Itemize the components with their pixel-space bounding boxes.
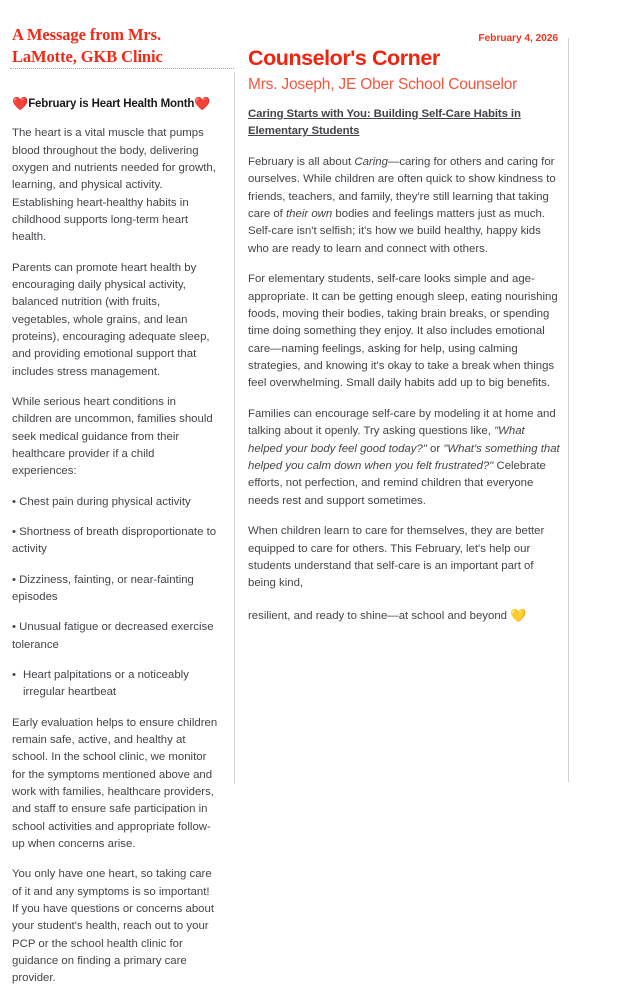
article-p1-emphasis-1: Caring [354,155,388,168]
clinic-paragraph-2: Parents can promote heart health by encouraging daily physical activity, balanced nutrition (with fruits, vegetables, whole grains, and lean proteins), encouraging adequate sleep, and providing emotional support that includes stress management. [12,261,210,378]
symptom-bullet-5 [12,667,218,702]
clinic-closing-paragraph-2: You only have one heart, so taking care of it and any symptoms is so important! If you have questions or concerns about your student's health, reach out to your PCP or the school health clinic for guidance on finding a primary care provider. [12,868,214,985]
clinic-closing-paragraph-1: Early evaluation helps to ensure children remain safe, active, and healthy at school. In the school clinic, we monitor for the symptoms mentioned above and work with families, healthcare providers, and staff to ensure safe participation in school activities and appropriate follow-up when concerns arise. [12,716,218,850]
counselors-corner-title: Counselor's Corner [248,46,440,70]
counselor-article-body [248,106,560,639]
article-p3-part-a: Families can encourage self-care by modeling it at home and talking about it openly. Try asking questions like, [248,407,556,438]
symptom-bullet-4: • Unusual fatigue or decreased exercise tolerance [12,621,214,651]
symptom-bullet-2: • Shortness of breath disproportionate to activity [12,525,217,556]
red-heart-icon-left: ❤️ [12,95,29,111]
article-heading: Caring Starts with You: Building Self-Care Habits in Elementary Students [248,108,521,138]
symptom-bullet-3: • Dizziness, fainting, or near-fainting episodes [12,573,194,603]
article-paragraph-1 [248,154,560,258]
article-p3-quote-1: "What helped your body feel good today?" [248,425,525,455]
clinic-paragraph-3: While serious heart conditions in children are uncommon, families should seek medical guidance from their healthcare provider if a child experiences: [12,396,213,478]
clinic-paragraph-1: The heart is a vital muscle that pumps blood throughout the body, delivering oxygen and nutrients needed for growth, learning, and physical activity. Establishing heart-healthy habits in childhood supports long-term heart health. [12,127,216,244]
symptom-bullet-5-label: Heart palpitations or a noticeably irregular heartbeat [23,668,189,699]
article-p1-part-a: February is all about [248,155,355,168]
article-paragraph-4: When children learn to care for themselves, they are better equipped to care for others. This February, let's help our students understand that self-care is an important part of being kind, [248,525,545,590]
symptom-bullet-1: • Chest pain during physical activity [12,495,191,508]
article-paragraph-2: For elementary students, self-care looks simple and age-appropriate. It can be getting enough sleep, eating nourishing foods, moving their bodies, taking brain breaks, or spending time doing something they enjoy. It also includes emotional care—naming feelings, asking for help, using calming strategies, and knowing it's okay to take a break when things feel overwhelming. Small daily habits add up to big benefits. [248,273,558,390]
clinic-message-body [12,125,218,987]
article-p3-part-c: Celebrate efforts, not perfection, and remind children that everyone needs rest and support sometimes. [248,460,546,507]
yellow-heart-icon: 💛 [510,607,527,623]
heart-health-banner [12,96,218,113]
page-margin-rule [568,38,569,782]
heart-health-banner-label: February is Heart Health Month [28,97,195,110]
bullet-marker-icon: • [12,668,16,681]
article-closing-text: resilient, and ready to shine—at school and beyond [248,609,511,622]
article-paragraph-3 [248,406,560,510]
issue-date: February 4, 2026 [478,33,558,44]
article-p3-part-b: or [426,442,444,455]
article-p1-part-b: —caring for others and caring for ourselves. While children are often quick to show kindness to friends, teachers, and family, they're still learning that taking care of [248,155,556,220]
clinic-message-column [12,24,218,1001]
clinic-message-title: A Message from Mrs. LaMotte, GKB Clinic [12,25,163,66]
article-closing-line [248,606,560,626]
red-heart-icon-right: ❤️ [194,95,211,111]
counselor-byline: Mrs. Joseph, JE Ober School Counselor [248,76,518,93]
article-p1-emphasis-2: their own [286,207,333,220]
column-divider-line [234,72,235,784]
article-p3-quote-2: "What's something that helped you calm down when you felt frustrated?" [248,442,560,473]
article-p1-part-c: bodies and feelings matters just as much. Self-care isn't selfish; it's how we build healthy, happy kids who are ready to learn and connect with others. [248,207,545,255]
